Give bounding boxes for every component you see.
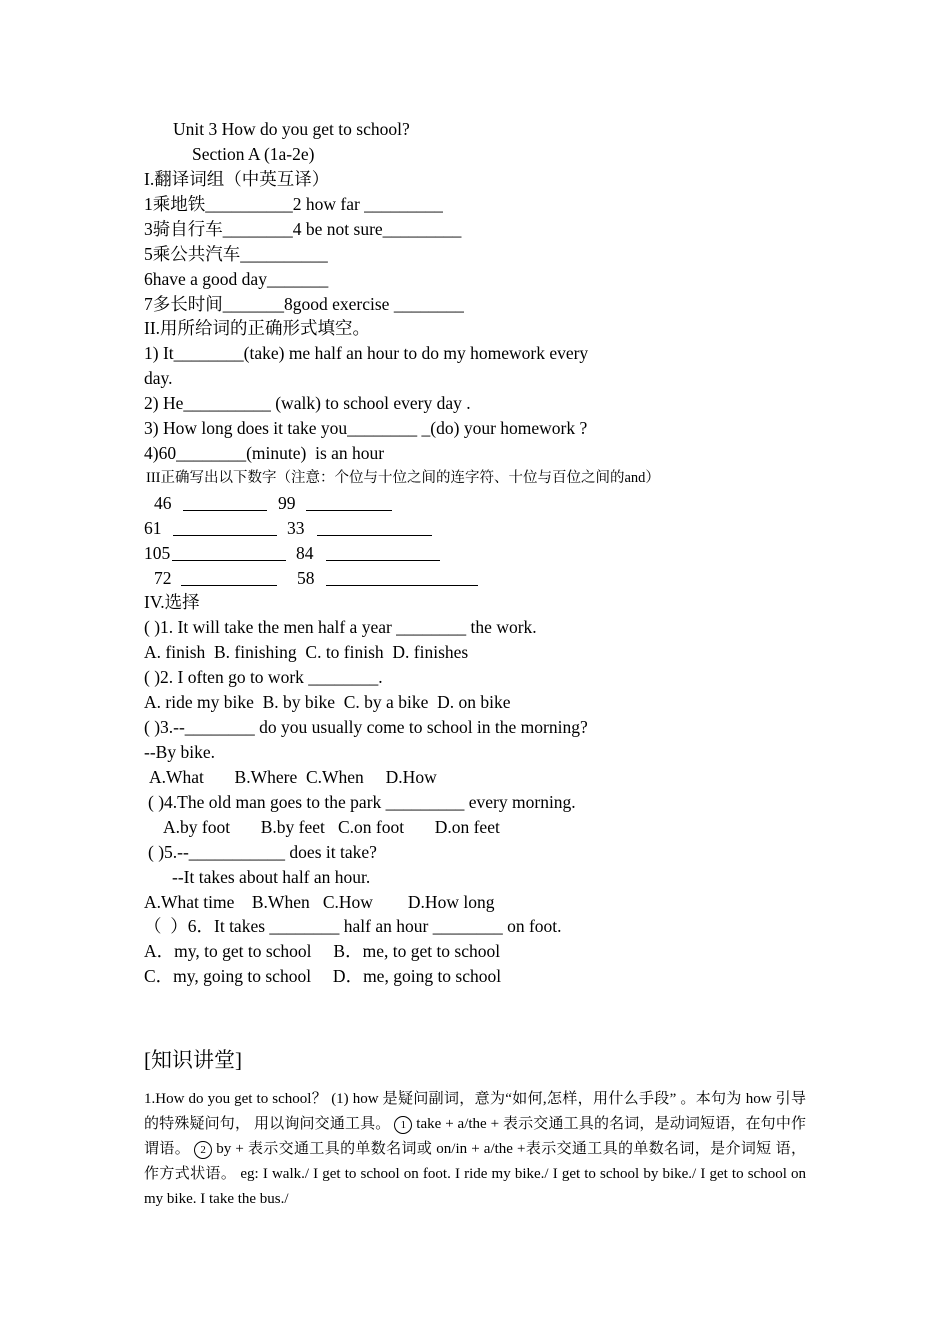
number-label: 72 xyxy=(154,568,172,588)
options-line: A．my, to get to school B．me, to get to school xyxy=(144,941,501,961)
options-line: A.What B.Where C.When D.How xyxy=(149,767,437,787)
part3-heading: III正确写出以下数字（注意：个位与十位之间的连字符、十位与百位之间的and） xyxy=(146,470,660,486)
answer-blank[interactable] xyxy=(181,569,277,586)
question-line: ( )4.The old man goes to the park _________ every morning. xyxy=(148,792,576,812)
knowledge-text: 1.How do you get to school？ (1) how 是疑问副词，意为“如何,怎样，用什么手段” 。本句为 how 引导的特殊疑问句， 用以询问交通工具。 xyxy=(144,1091,806,1132)
question-line: ( )3.--________ do you usually come to school in the morning? xyxy=(144,717,588,737)
knowledge-text: by + 表示交通工具的单数名词或 on/in + a/the +表示交通工具的单数名词，是介词短 语，作方式状语。 eg: I walk./ I get to school on foot. I ride my bike./ I get to school by bike./ I get to school on my bike. I take the bus./ xyxy=(144,1141,806,1207)
unit-title: Unit 3 How do you get to school? xyxy=(173,119,410,139)
answer-blank[interactable] xyxy=(326,544,440,561)
number-label: 33 xyxy=(287,518,305,538)
answer-blank[interactable] xyxy=(317,519,432,536)
number-label: 99 xyxy=(278,493,296,513)
number-label: 105 xyxy=(144,543,171,563)
number-label: 61 xyxy=(144,518,162,538)
question-line: ( )5.--___________ does it take? xyxy=(148,842,377,862)
circled-number: 2 xyxy=(194,1141,212,1159)
number-label: 84 xyxy=(296,543,314,563)
question-line: ( )1. It will take the men half a year ________ the work. xyxy=(144,617,537,637)
part4-heading: IV.选择 xyxy=(144,592,200,612)
options-line: A. ride my bike B. by bike C. by a bike D. on bike xyxy=(144,692,511,712)
question-line: （ ）6．It takes ________ half an hour ________ on foot. xyxy=(144,916,562,936)
part2-line: 1) It________(take) me half an hour to do my homework every xyxy=(144,343,589,363)
options-line: A.by foot B.by feet C.on foot D.on feet xyxy=(163,817,500,837)
part2-line: 4)60________(minute) is an hour xyxy=(144,443,385,463)
part1-line: 1乘地铁__________2 how far _________ xyxy=(144,194,443,214)
part2-line: 2) He__________ (walk) to school every day . xyxy=(144,393,471,413)
part1-line: 5乘公共汽车__________ xyxy=(144,244,328,264)
question-line: ( )2. I often go to work ________. xyxy=(144,667,383,687)
part1-heading: I.翻译词组（中英互译） xyxy=(144,169,330,189)
part2-heading: II.用所给词的正确形式填空。 xyxy=(144,318,371,338)
knowledge-paragraph xyxy=(144,1087,806,1212)
answer-blank[interactable] xyxy=(172,544,286,561)
number-label: 58 xyxy=(297,568,315,588)
options-line: C．my, going to school D．me, going to school xyxy=(144,966,502,986)
answer-blank[interactable] xyxy=(183,494,267,511)
answer-blank[interactable] xyxy=(306,494,392,511)
part1-line: 3骑自行车________4 be not sure_________ xyxy=(144,219,462,239)
part2-line: 3) How long does it take you________ _(do) your homework ? xyxy=(144,418,588,438)
options-line: A.What time B.When C.How D.How long xyxy=(144,892,495,912)
knowledge-heading: [知识讲堂] xyxy=(144,1048,242,1072)
answer-line: --It takes about half an hour. xyxy=(172,867,371,887)
answer-blank[interactable] xyxy=(173,519,277,536)
circled-number: 1 xyxy=(394,1116,412,1134)
options-line: A. finish B. finishing C. to finish D. finishes xyxy=(144,642,469,662)
part1-line: 7多长时间_______8good exercise ________ xyxy=(144,294,464,314)
answer-line: --By bike. xyxy=(144,742,215,762)
answer-blank[interactable] xyxy=(326,569,478,586)
section-title: Section A (1a-2e) xyxy=(192,144,315,164)
part1-line: 6have a good day_______ xyxy=(144,269,329,289)
part2-line: day. xyxy=(144,368,173,388)
number-label: 46 xyxy=(154,493,172,513)
knowledge-text: take + a/the + 表示交通工具的名词，是动词短语，在句中作谓语。 xyxy=(144,1116,807,1157)
